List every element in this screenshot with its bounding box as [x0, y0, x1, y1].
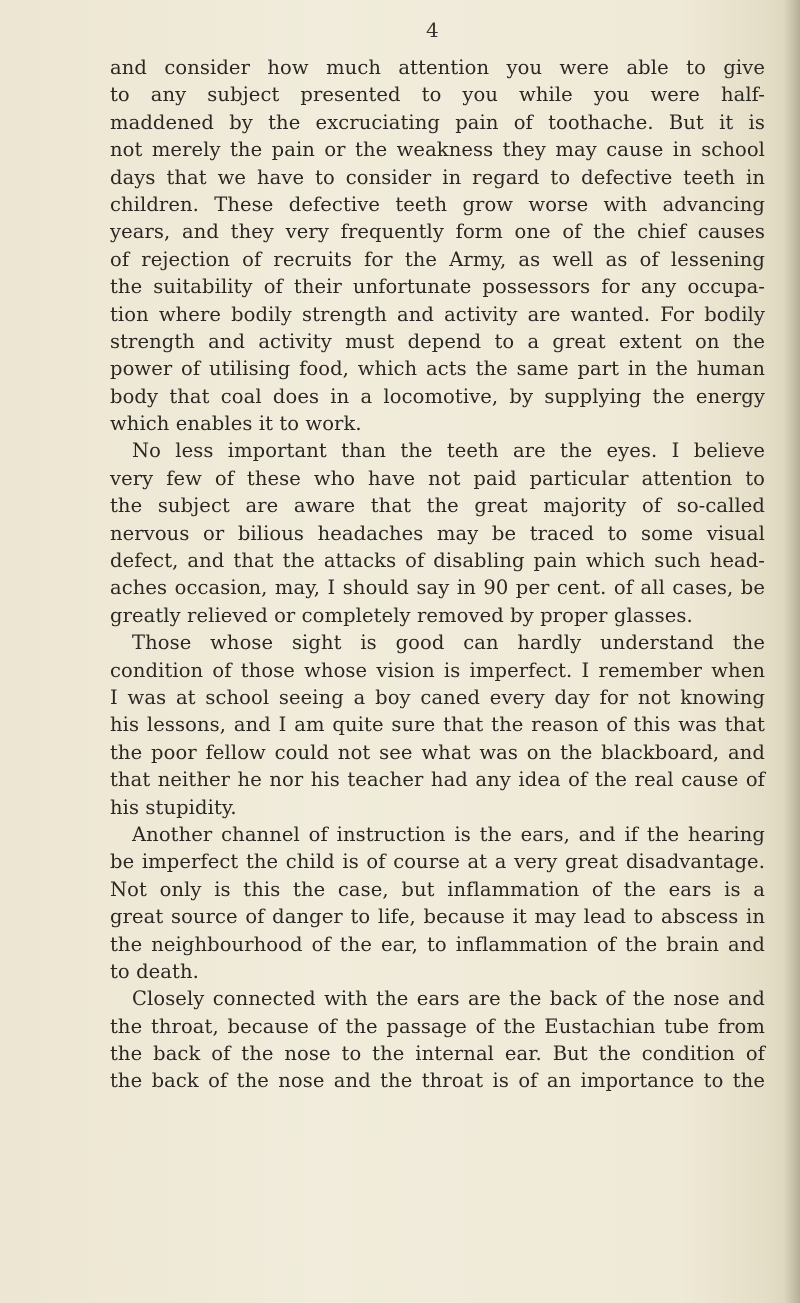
text-line: I was at school seeing a boy caned every day for not knowing: [110, 685, 765, 709]
text-line: the poor fellow could not see what was on the blackboard, and: [110, 740, 765, 764]
text-line: and consider how much attention you were able to give: [110, 56, 765, 79]
text-line: Those whose sight is good can hardly understand the: [132, 631, 765, 655]
text-line: not merely the pain or the weakness they may cause in school: [110, 138, 765, 162]
text-line: that neither he nor his teacher had any idea of the real cause of: [110, 768, 765, 792]
text-line: strength and activity must depend to a great extent on the: [110, 329, 765, 353]
text-line: the back of the nose and the throat is of an importance to the: [110, 1069, 765, 1093]
text-line: which enables it to work.: [110, 412, 362, 436]
text-line: days that we have to consider in regard to defective teeth in: [110, 165, 765, 189]
text-line: the suitability of their unfortunate possessors for any occupa-: [110, 275, 765, 299]
text-line: aches occasion, may, I should say in 90 per cent. of all cases, be: [110, 576, 765, 600]
body-text: [110, 54, 765, 1095]
text-line: Another channel of instruction is the ears, and if the hearing: [132, 822, 765, 846]
text-line: body that coal does in a locomotive, by supplying the energy: [110, 384, 765, 408]
text-line: the back of the nose to the internal ear. But the condition of: [110, 1042, 765, 1066]
text-line: power of utilising food, which acts the same part in the human: [110, 357, 765, 381]
text-line: to death.: [110, 959, 199, 983]
text-line: the throat, because of the passage of the Eustachian tube from: [110, 1014, 765, 1038]
text-line: children. These defective teeth grow worse with advancing: [110, 192, 765, 216]
text-line: his stupidity.: [110, 795, 237, 819]
text-line: years, and they very frequently form one of the chief causes: [110, 220, 765, 244]
text-line: great source of danger to life, because it may lead to abscess in: [110, 905, 765, 929]
text-line: of rejection of recruits for the Army, as well as of lessening: [110, 247, 765, 271]
text-line: condition of those whose vision is imperfect. I remember when: [110, 658, 765, 682]
text-line: very few of these who have not paid particular attention to: [110, 466, 765, 490]
text-line: the neighbourhood of the ear, to inflammation of the brain and: [110, 932, 765, 956]
text-line: greatly relieved or completely removed by proper glasses.: [110, 603, 693, 627]
text-line: tion where bodily strength and activity are wanted. For bodily: [110, 302, 765, 326]
text-line: No less important than the teeth are the eyes. I believe: [132, 439, 765, 463]
text-line: maddened by the excruciating pain of toothache. But it is: [110, 110, 765, 134]
text-line: his lessons, and I am quite sure that the reason of this was that: [110, 713, 765, 737]
text-line: be imperfect the child is of course at a very great disadvantage.: [110, 850, 765, 874]
text-line: nervous or bilious headaches may be traced to some visual: [110, 521, 765, 545]
text-line: to any subject presented to you while you were half-: [110, 83, 765, 107]
text-line: Closely connected with the ears are the back of the nose and: [132, 987, 765, 1011]
text-line: Not only is this the case, but inflammation of the ears is a: [110, 877, 765, 901]
page-edge-shadow: [784, 0, 800, 1303]
page-number: 4: [426, 18, 439, 42]
text-line: defect, and that the attacks of disabling pain which such head-: [110, 549, 765, 573]
text-line: the subject are aware that the great majority of so-called: [110, 494, 765, 518]
